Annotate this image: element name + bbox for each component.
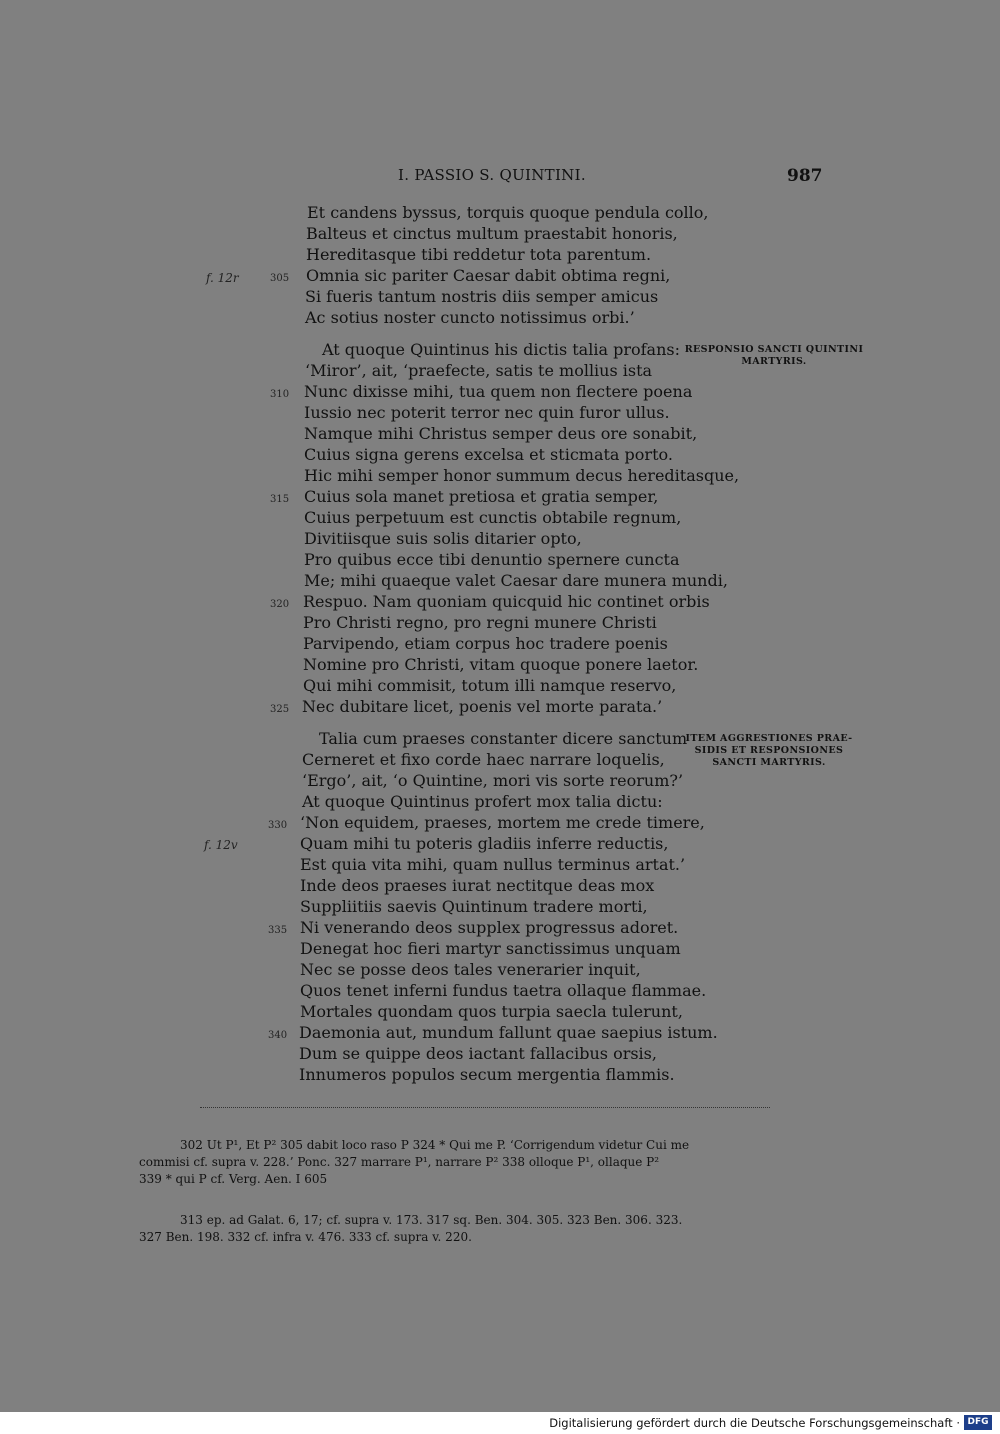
verse-line: Et candens byssus, torquis quoque pendula collo, [307,203,709,222]
apparatus-line: 302 Ut P¹, Et P² 305 dabit loco raso P 324 * Qui me P. ‘Corrigendum videtur Cui me [180,1138,690,1152]
verse-line: At quoque Quintinus profert mox talia dictu: [302,792,663,811]
folio-mark: f. 12v [204,838,238,852]
side-note-line: MARTYRIS. [741,356,807,367]
verse-line: Innumeros populos secum mergentia flammis. [299,1065,675,1084]
side-note-line: RESPONSIO SANCTI QUINTINI [684,344,864,355]
folio-mark: f. 12r [206,271,239,285]
side-note-line: ITEM AGGRESTIONES PRAE- [685,733,853,744]
verse-line: Hic mihi semper honor summum decus hereditasque, [304,466,740,485]
verse-line: At quoque Quintinus his dictis talia profans: [322,340,680,359]
verse-line: Cuius perpetuum est cunctis obtabile regnum, [304,508,682,527]
verse-line: Est quia vita mihi, quam nullus terminus artat.’ [300,855,686,874]
verse-line: Ac sotius noster cuncto notissimus orbi.’ [305,308,635,327]
line-number: 325 [270,704,290,715]
line-number: 330 [268,820,288,831]
sources-line: 327 Ben. 198. 332 cf. infra v. 476. 333 cf. supra v. 220. [139,1230,472,1244]
apparatus-line: commisi cf. supra v. 228.’ Ponc. 327 marrare P¹, narrare P² 338 olloque P¹, ollaque P² [139,1155,660,1169]
line-number: 315 [270,494,290,505]
footer-bar [0,1412,1000,1434]
verse-line: Pro Christi regno, pro regni munere Christi [303,613,657,632]
verse-line: Me; mihi quaeque valet Caesar dare munera mundi, [304,571,728,590]
verse-line: ‘Miror’, ait, ‘praefecte, satis te mollius ista [305,361,653,380]
sources-line: 313 ep. ad Galat. 6, 17; cf. supra v. 173. 317 sq. Ben. 304. 305. 323 Ben. 306. 323. [180,1213,683,1227]
side-note [684,344,864,368]
verse-line: Hereditasque tibi reddetur tota parentum. [306,245,652,264]
line-number: 335 [268,925,288,936]
verse-line: Daemonia aut, mundum fallunt quae saepius istum. [299,1023,718,1042]
verse-line: Pro quibus ecce tibi denuntio spernere cuncta [304,550,680,569]
verse-line: Nec dubitare licet, poenis vel morte parata.’ [302,697,663,716]
verse-line: Parvipendo, etiam corpus hoc tradere poenis [303,634,668,653]
line-number: 310 [270,389,290,400]
verse-line: Balteus et cinctus multum praestabit honoris, [306,224,678,243]
line-number: 305 [270,273,290,284]
verse-line: Nunc dixisse mihi, tua quem non flectere poena [304,382,693,401]
page-number: 987 [787,166,823,186]
running-title: I. PASSIO S. QUINTINI. [398,166,586,184]
verse-line: Nomine pro Christi, vitam quoque ponere laetor. [303,655,699,674]
verse-line: Nec se posse deos tales venerarier inquit, [300,960,641,979]
verse-line: Quos tenet inferni fundus taetra ollaque flammae. [300,981,707,1000]
apparatus-line: 339 * qui P cf. Verg. Aen. I 605 [139,1172,328,1186]
verse-line: Iussio nec poterit terror nec quin furor ullus. [304,403,670,422]
line-number: 340 [268,1030,288,1041]
verse-line: Talia cum praeses constanter dicere sanctum [319,729,688,748]
verse-line: ‘Ergo’, ait, ‘o Quintine, mori vis sorte reorum?’ [302,771,684,790]
verse-line: Ni venerando deos supplex progressus adoret. [300,918,679,937]
verse-line: Cuius signa gerens excelsa et sticmata porto. [304,445,673,464]
verse-line: Denegat hoc fieri martyr sanctissimus unquam [300,939,681,958]
side-note-line: SANCTI MARTYRIS. [712,757,826,768]
verse-line: Inde deos praeses iurat nectitque deas mox [300,876,655,895]
verse-line: Qui mihi commisit, totum illi namque reservo, [303,676,677,695]
verse-line: Mortales quondam quos turpia saecla tulerunt, [300,1002,683,1021]
verse-line: Respuo. Nam quoniam quicquid hic continet orbis [303,592,710,611]
verse-line: Cuius sola manet pretiosa et gratia semper, [304,487,659,506]
funding-notice: Digitalisierung gefördert durch die Deutsche Forschungsgemeinschaft · [549,1416,960,1430]
verse-line: Omnia sic pariter Caesar dabit obtima regni, [306,266,671,285]
verse-line: Namque mihi Christus semper deus ore sonabit, [304,424,698,443]
dfg-logo: DFG [964,1415,992,1430]
section-divider [200,1107,770,1108]
verse-line: Cerneret et fixo corde haec narrare loquelis, [302,750,665,769]
line-number: 320 [270,599,290,610]
verse-line: ‘Non equidem, praeses, mortem me crede timere, [300,813,705,832]
side-note [684,733,854,769]
side-note-line: SIDIS ET RESPONSIONES [694,745,844,756]
verse-line: Si fueris tantum nostris diis semper amicus [305,287,659,306]
verse-line: Dum se quippe deos iactant fallacibus orsis, [299,1044,657,1063]
verse-line: Divitiisque suis solis ditarier opto, [304,529,582,548]
verse-line: Suppliitiis saevis Quintinum tradere morti, [300,897,648,916]
verse-line: Quam mihi tu poteris gladiis inferre reductis, [300,834,669,853]
